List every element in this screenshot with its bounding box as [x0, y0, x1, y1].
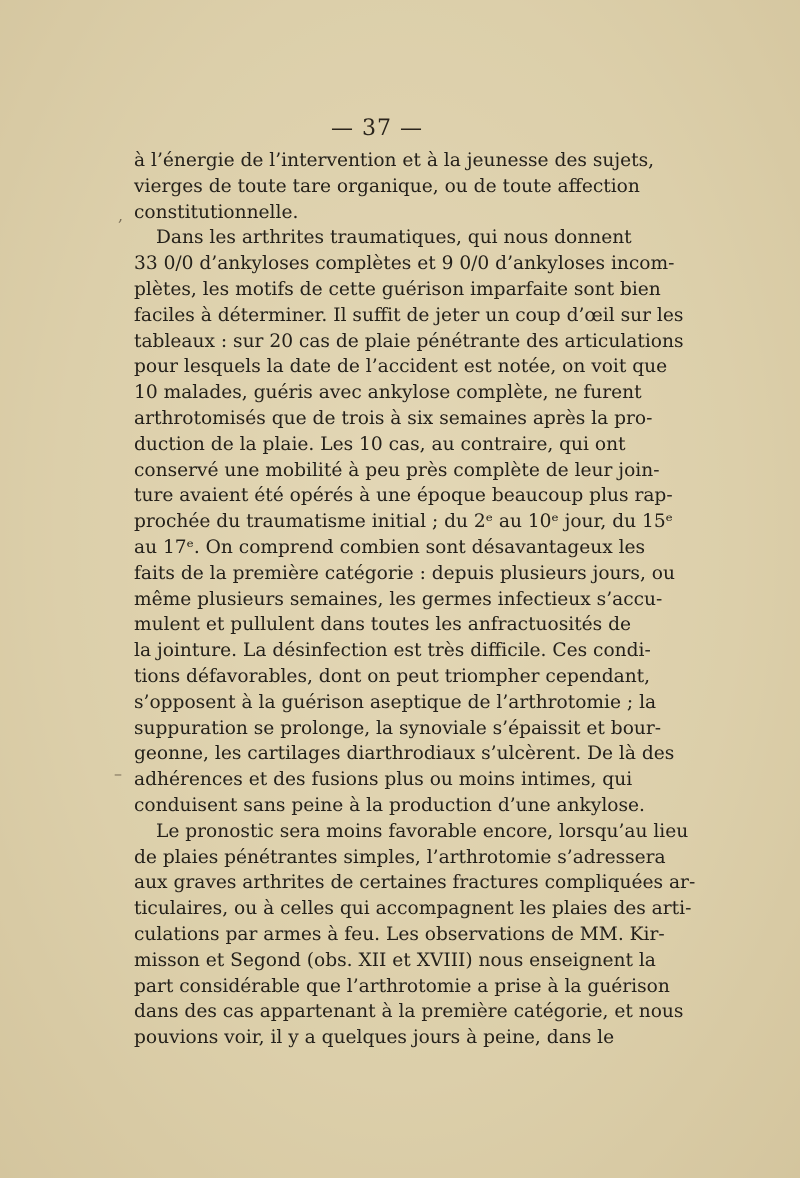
text-line: tions défavorables, dont on peut triompher cependant,	[134, 665, 651, 687]
text-line: Dans les arthrites traumatiques, qui nous donnent	[156, 227, 632, 249]
text-line: Le pronostic sera moins favorable encore, lorsqu’au lieu	[156, 820, 689, 842]
text-line: misson et Segond (obs. XII et XVIII) nous enseignent la	[134, 949, 656, 971]
text-line: vierges de toute tare organique, ou de toute affection	[134, 175, 640, 197]
text-line: de plaies pénétrantes simples, l’arthrotomie s’adressera	[134, 846, 666, 868]
text-line: geonne, les cartilages diarthrodiaux s’ulcèrent. De là des	[134, 743, 675, 765]
text-line: au 17ᵉ. On comprend combien sont désavantageux les	[134, 536, 646, 558]
text-line: dans des cas appartenant à la première catégorie, et nous	[134, 1001, 684, 1023]
text-line: plètes, les motifs de cette guérison imparfaite sont bien	[134, 278, 661, 300]
text-line: même plusieurs semaines, les germes infectieux s’accu-	[134, 588, 663, 610]
text-line: aux graves arthrites de certaines fractures compliquées ar-	[134, 872, 696, 894]
text-line: ticulaires, ou à celles qui accompagnent les plaies des arti-	[134, 898, 692, 920]
text-line: arthrotomisés que de trois à six semaines après la pro-	[134, 407, 653, 429]
text-line: duction de la plaie. Les 10 cas, au contraire, qui ont	[134, 433, 626, 455]
text-line: tableaux : sur 20 cas de plaie pénétrante des articulations	[134, 330, 684, 352]
text-line: part considérable que l’arthrotomie a prise à la guérison	[134, 975, 670, 997]
text-line: s’opposent à la guérison aseptique de l’arthrotomie ; la	[134, 691, 657, 713]
text-line: adhérences et des fusions plus ou moins intimes, qui	[134, 769, 633, 791]
text-line: la jointure. La désinfection est très difficile. Ces condi-	[134, 640, 651, 662]
text-line: ture avaient été opérés à une époque beaucoup plus rap-	[134, 485, 673, 507]
body-text	[134, 148, 696, 1051]
text-line: 33 0/0 d’ankyloses complètes et 9 0/0 d’ankyloses incom-	[134, 253, 675, 275]
text-line: mulent et pullulent dans toutes les anfractuosités de	[134, 614, 632, 636]
page-number: — 37 —	[331, 116, 423, 141]
text-line: pouvions voir, il y a quelques jours à peine, dans le	[134, 1027, 615, 1049]
text-line: conduisent sans peine à la production d’une ankylose.	[134, 794, 645, 816]
text-line: faits de la première catégorie : depuis plusieurs jours, ou	[134, 562, 675, 584]
text-line: 10 malades, guéris avec ankylose complète, ne furent	[134, 382, 642, 404]
text-line: conservé une mobilité à peu près complète de leur join-	[134, 459, 660, 481]
margin-mark: ,	[118, 206, 124, 225]
text-line: faciles à déterminer. Il suffit de jeter un coup d’œil sur les	[134, 304, 684, 326]
text-line: pour lesquels la date de l’accident est notée, on voit que	[134, 356, 668, 378]
text-line: culations par armes à feu. Les observations de MM. Kir-	[134, 923, 665, 945]
text-line: constitutionnelle.	[134, 201, 299, 223]
text-line: à l’énergie de l’intervention et à la jeunesse des sujets,	[134, 150, 655, 171]
text-line: suppuration se prolonge, la synoviale s’épaissit et bour-	[134, 717, 662, 739]
margin-mark: –	[114, 764, 122, 783]
text-line: prochée du traumatisme initial ; du 2ᵉ au 10ᵉ jour, du 15ᵉ	[134, 511, 673, 533]
